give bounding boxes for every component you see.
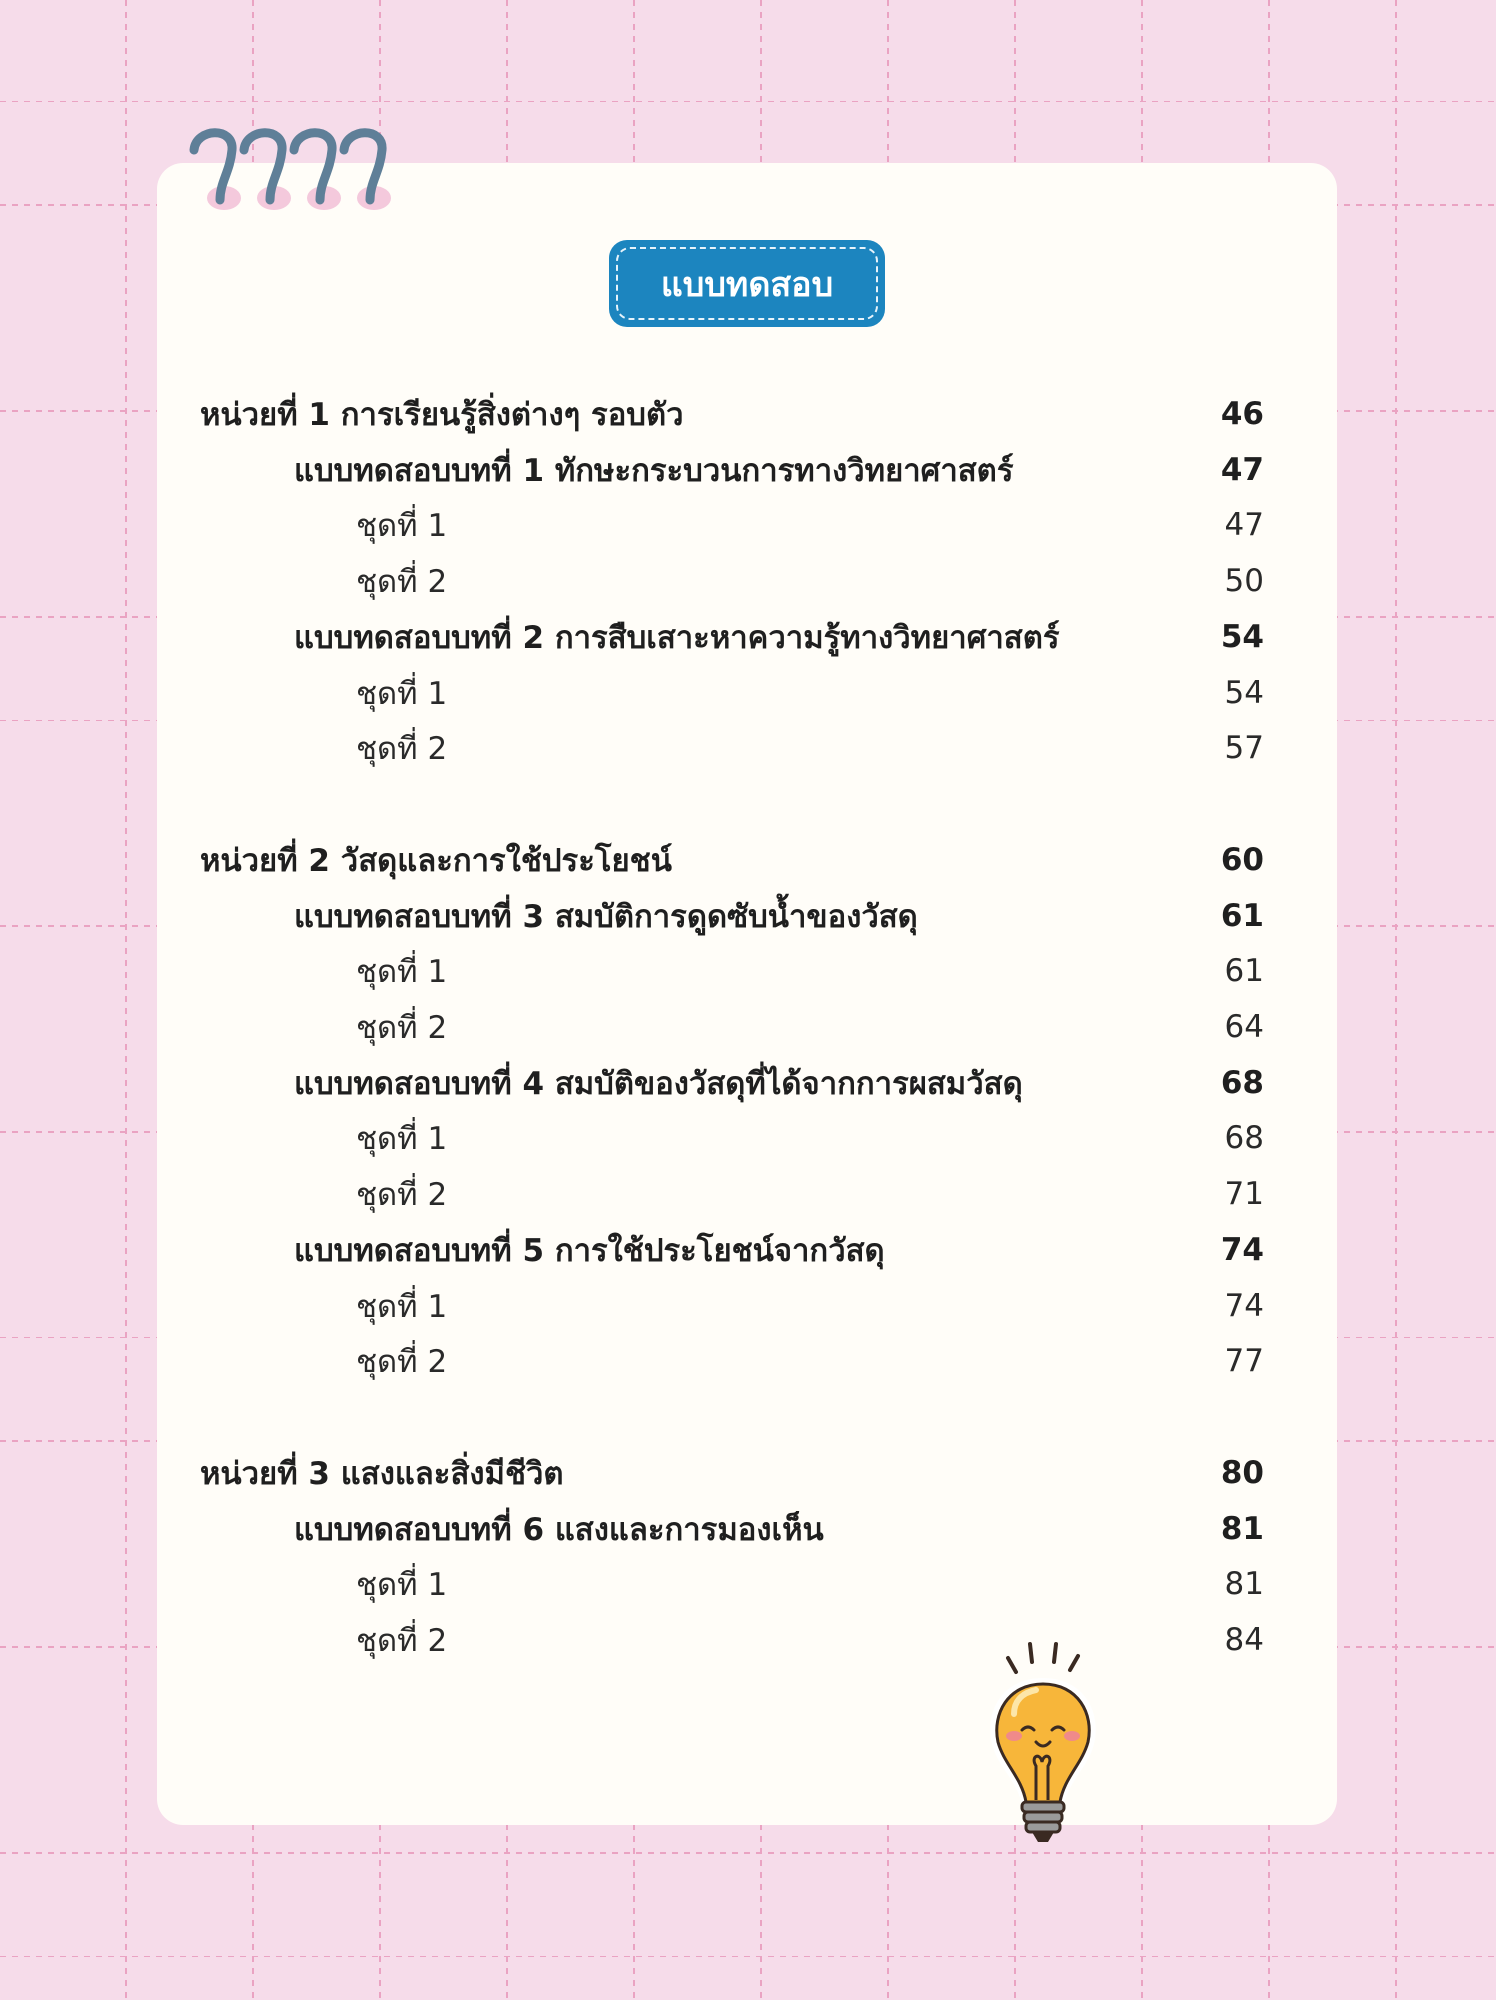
toc-page-number: 81	[1220, 1510, 1264, 1547]
toc-set-title: ชุดที่ 1	[356, 675, 448, 712]
toc-set-row	[200, 498, 1264, 552]
page-title: แบบทดสอบ	[616, 247, 878, 320]
toc-chapter-title: แบบทดสอบบทที่ 3 สมบัติการดูดซับน้ำของวัสดุ	[294, 898, 918, 935]
toc-page-number: 61	[1220, 897, 1264, 934]
toc-page-number: 77	[1224, 1343, 1264, 1380]
toc-chapter-row	[200, 443, 1264, 497]
toc-page-number: 61	[1224, 953, 1264, 990]
toc-set-title: ชุดที่ 2	[356, 1177, 448, 1214]
toc-chapter-row	[200, 1502, 1264, 1556]
toc-set-row	[200, 1279, 1264, 1333]
binder-rings-icon	[186, 120, 406, 215]
toc-set-row	[200, 554, 1264, 608]
toc-page-number: 54	[1224, 674, 1264, 711]
toc-page-number: 74	[1224, 1287, 1264, 1324]
toc-set-row	[200, 1557, 1264, 1611]
toc-set-title: ชุดที่ 1	[356, 1567, 448, 1604]
toc-page-number: 64	[1224, 1009, 1264, 1045]
toc-page-number: 71	[1224, 1176, 1264, 1213]
toc-page-number: 74	[1220, 1231, 1264, 1268]
toc-chapter-row	[200, 889, 1264, 943]
toc-unit-row	[200, 1446, 1264, 1500]
toc-chapter-title: แบบทดสอบบทที่ 4 สมบัติของวัสดุที่ได้จากการผสมวัสดุ	[294, 1065, 1023, 1102]
toc-chapter-title: แบบทดสอบบทที่ 1 ทักษะกระบวนการทางวิทยาศาสตร์	[294, 452, 1014, 489]
toc-set-row	[200, 666, 1264, 720]
toc-set-row	[200, 1334, 1264, 1388]
title-badge	[609, 240, 885, 327]
toc-chapter-title: แบบทดสอบบทที่ 6 แสงและการมองเห็น	[294, 1511, 824, 1548]
toc-page-number: 68	[1220, 1064, 1264, 1101]
smiling-lightbulb-icon	[978, 1636, 1108, 1876]
toc-unit-row	[200, 833, 1264, 887]
toc-unit-row	[200, 387, 1264, 441]
toc-page-number: 81	[1224, 1566, 1264, 1603]
toc-page-number: 47	[1224, 507, 1264, 544]
toc-chapter-row	[200, 1223, 1264, 1277]
toc-page-number: 46	[1220, 396, 1264, 432]
toc-set-title: ชุดที่ 2	[356, 731, 448, 768]
toc-set-title: ชุดที่ 2	[356, 1344, 448, 1381]
toc-page-number: 60	[1220, 841, 1264, 878]
toc-set-title: ชุดที่ 1	[356, 508, 448, 545]
toc-set-row	[200, 721, 1264, 775]
toc-page-number: 57	[1224, 730, 1264, 767]
toc-set-title: ชุดที่ 2	[356, 1010, 448, 1046]
toc-set-title: ชุดที่ 1	[356, 954, 448, 991]
toc-chapter-row	[200, 610, 1264, 664]
toc-unit-title: หน่วยที่ 1 การเรียนรู้สิ่งต่างๆ รอบตัว	[200, 397, 684, 433]
toc-set-title: ชุดที่ 1	[356, 1121, 448, 1158]
toc-set-row	[200, 944, 1264, 998]
toc-set-row	[200, 1167, 1264, 1221]
toc-page-number: 47	[1220, 451, 1264, 488]
toc-unit-title: หน่วยที่ 2 วัสดุและการใช้ประโยชน์	[200, 842, 672, 879]
toc-set-title: ชุดที่ 2	[356, 1623, 448, 1659]
toc-page-number: 50	[1224, 563, 1264, 600]
toc-chapter-title: แบบทดสอบบทที่ 2 การสืบเสาะหาความรู้ทางวิทยาศาสตร์	[294, 619, 1060, 656]
toc-set-row	[200, 1000, 1264, 1054]
toc-page-number: 68	[1224, 1120, 1264, 1157]
toc-set-title: ชุดที่ 2	[356, 564, 448, 601]
toc-unit-title: หน่วยที่ 3 แสงและสิ่งมีชีวิต	[200, 1455, 564, 1492]
toc-set-title: ชุดที่ 1	[356, 1288, 448, 1325]
toc-set-row	[200, 1111, 1264, 1165]
toc-chapter-row	[200, 1056, 1264, 1110]
toc-chapter-title: แบบทดสอบบทที่ 5 การใช้ประโยชน์จากวัสดุ	[294, 1232, 885, 1269]
toc-page-number: 80	[1220, 1454, 1264, 1491]
toc-page-number: 84	[1224, 1622, 1264, 1658]
toc-page-number: 54	[1220, 618, 1264, 655]
